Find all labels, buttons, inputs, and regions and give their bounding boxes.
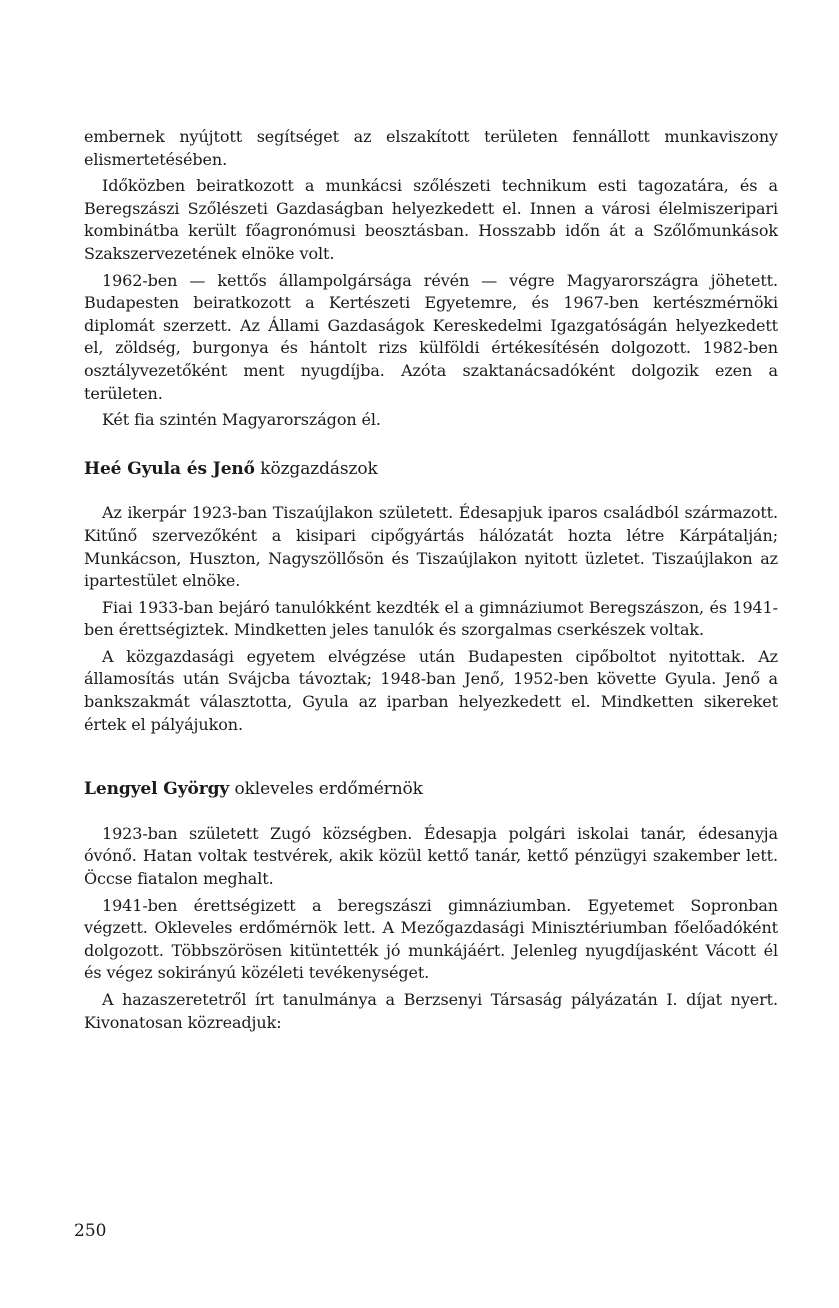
page-body bbox=[84, 126, 778, 1038]
lengyel-paragraph-1: 1923-ban született Zugó községben. Édesapja polgári iskolai tanár, édesanyja óvónő. Hatan voltak testvérek, akik közül kettő tanár, kettő pénzügyi szakember lett. Öccse fiatalon meghalt. bbox=[84, 823, 778, 889]
page-number: 250 bbox=[74, 1221, 107, 1241]
section-heading-name: Heé Gyula és Jenő bbox=[84, 458, 255, 479]
intro-paragraph-1: embernek nyújtott segítséget az elszakított területen fennállott munkaviszony elismertetésében. bbox=[84, 127, 778, 169]
lengyel-paragraph-3: A hazaszeretetről írt tanulmánya a Berzsenyi Társaság pályázatán I. díjat nyert. Kivonatosan közreadjuk: bbox=[84, 990, 778, 1032]
section-heading-name: Lengyel György bbox=[84, 779, 230, 800]
section-heading-hee bbox=[84, 458, 778, 481]
section-heading-profession: közgazdászok bbox=[254, 458, 378, 479]
lengyel-paragraph-2: 1941-ben érettségizett a beregszászi gimnáziumban. Egyetemet Sopronban végzett. Okleveles erdőmérnök lett. A Mezőgazdasági Minisztériumban főelőadóként dolgozott. Többszörösen kitüntették jó munkájáért. Jelenleg nyugdíjasként Vácott él és végez sokirányú közéleti tevékenységet. bbox=[84, 895, 778, 983]
hee-paragraph-2: Fiai 1933-ban bejáró tanulókként kezdték el a gimnáziumot Beregszászon, és 1941-ben érettségiztek. Mindketten jeles tanulók és szorgalmas cserkészek voltak. bbox=[84, 597, 778, 640]
section-heading-lengyel bbox=[84, 778, 778, 801]
hee-paragraph-1: Az ikerpár 1923-ban Tiszaújlakon született. Édesapjuk iparos családból származott. Kitűnő szervezőként a kisipari cipőgyártás hálózatát hozta létre Kárpátalján; Munkácson, Huszton, Nagyszöllősön és Tiszaújlakon nyitott üzletet. Tiszaújlakon az ipartestület elnöke. bbox=[84, 503, 778, 591]
intro-paragraph-2: Időközben beiratkozott a munkácsi szőlészeti technikum esti tagozatára, és a Beregszászi Szőlészeti Gazdaságban helyezkedett el. Innen a városi élelmiszeripari kombinátba került főagronómusi beosztásban. Hosszabb időn át a Szőlőmunkások Szakszervezetének elnöke volt. bbox=[84, 176, 778, 263]
intro-paragraph-3: 1962-ben — kettős állampolgársága révén — végre Magyarországra jöhetett. Budapesten beiratkozott a Kertészeti Egyetemre, és 1967-ben kertészmérnöki diplomát szerzett. Az Állami Gazdaságok Kereskedelmi Igazgatóságán helyezkedett el, zöldség, burgonya és hántolt rizs külföldi értékesítésén dolgozott. 1982-ben osztályvezetőként ment nyugdíjba. Azóta szaktanácsadóként dolgozik ezen a területen. bbox=[84, 270, 778, 403]
intro-paragraph-4: Két fia szintén Magyarországon él. bbox=[102, 410, 381, 430]
hee-paragraph-3: A közgazdasági egyetem elvégzése után Budapesten cipőboltot nyitottak. Az államosítás után Svájcba távoztak; 1948-ban Jenő, 1952-ben követte Gyula. Jenő a bankszakmát választotta, Gyula az iparban helyezkedett el. Mindketten sikereket értek el pályájukon. bbox=[84, 646, 778, 734]
section-heading-profession: okleveles erdőmérnök bbox=[229, 779, 423, 800]
